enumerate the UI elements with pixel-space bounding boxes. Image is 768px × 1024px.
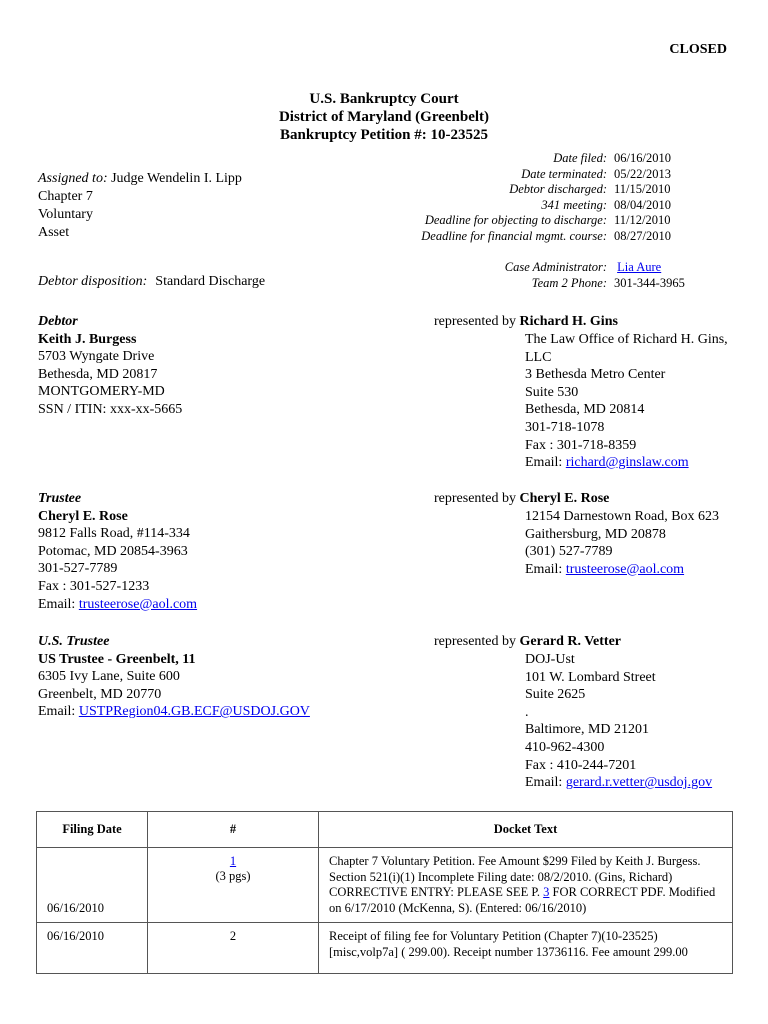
docket-number [148, 848, 319, 923]
table-row [37, 848, 733, 923]
email-link[interactable]: richard@ginslaw.com [565, 455, 689, 471]
trustee-attorney [525, 508, 735, 578]
docket-number: 2 [148, 923, 319, 974]
represented-by-label: represented by [434, 491, 517, 506]
fax: Fax : 301-718-8359 [525, 437, 637, 453]
assigned-judge: Judge Wendelin I. Lipp [111, 171, 242, 186]
date-row [400, 151, 730, 167]
court-header [0, 90, 768, 144]
case-status: CLOSED [669, 42, 727, 57]
represented-by-label: represented by [434, 634, 517, 649]
email-link[interactable]: USTPRegion04.GB.ECF@USDOJ.GOV [78, 704, 310, 720]
docket-text: Receipt of filing fee for Voluntary Petition (Chapter 7)(10-23525) [misc,volp7a] ( 299.00). Receipt number 13736116. Fee amount 299.00 [319, 923, 733, 974]
email-label: Email: [525, 455, 563, 471]
email-label: Email: [525, 561, 563, 577]
column-header: # [148, 812, 319, 848]
attorney-name: Richard H. Gins [519, 314, 618, 329]
phone: (301) 527-7789 [525, 544, 613, 560]
us-trustee-attorney [525, 651, 735, 792]
debtor-attorney [525, 331, 735, 472]
address-line: Bethesda, MD 20814 [525, 402, 645, 418]
phone-label: Team 2 Phone: [531, 275, 607, 290]
fax: Fax : 301-527-1233 [38, 578, 150, 594]
date-label: 341 meeting: [541, 197, 607, 212]
fax: Fax : 410-244-7201 [525, 757, 637, 773]
represented-by [434, 313, 618, 331]
date-row [400, 213, 730, 229]
column-header: Filing Date [37, 812, 148, 848]
party-name: Cheryl E. Rose [38, 508, 128, 524]
chapter: Chapter 7 [38, 189, 93, 204]
address-line: Suite 530 [525, 384, 579, 400]
assigned-label: Assigned to: [38, 171, 108, 186]
phone: 410-962-4300 [525, 739, 605, 755]
petition-type: Voluntary [38, 207, 93, 222]
filing-date: 06/16/2010 [37, 923, 148, 974]
email-label: Email: [38, 596, 76, 612]
address-line: Bethesda, MD 20817 [38, 366, 158, 382]
party-role: Debtor [38, 314, 78, 329]
email-link[interactable]: trusteerose@aol.com [565, 561, 685, 577]
attorney-name: Cheryl E. Rose [519, 491, 610, 506]
debtor-disposition [38, 274, 265, 290]
party-role: Trustee [38, 491, 82, 506]
trustee-block [38, 490, 197, 613]
attorney-firm: The Law Office of Richard H. Gins, LLC [525, 332, 728, 365]
date-value: 08/27/2010 [614, 228, 671, 243]
case-admin-label: Case Administrator: [504, 260, 607, 274]
date-label: Date terminated: [521, 166, 607, 181]
docket-table [36, 811, 733, 974]
address-line: . [525, 704, 529, 720]
address-line: 6305 Ivy Lane, Suite 600 [38, 669, 180, 685]
address-line: DOJ-Ust [525, 652, 575, 667]
date-value: 05/22/2013 [614, 166, 671, 181]
address-line: Baltimore, MD 21201 [525, 722, 650, 738]
debtor-block [38, 313, 182, 419]
phone: 301-527-7789 [38, 561, 118, 577]
represented-by-label: represented by [434, 314, 517, 329]
address-line: MONTGOMERY-MD [38, 384, 165, 400]
address-line: Suite 2625 [525, 687, 586, 703]
page-count: (3 pgs) [215, 869, 251, 883]
docket-number-link[interactable]: 1 [229, 854, 237, 868]
address-line: Greenbelt, MD 20770 [38, 686, 162, 702]
date-label: Deadline for financial mgmt. course: [421, 228, 607, 243]
address-line: 9812 Falls Road, #114-334 [38, 526, 190, 542]
table-header-row [37, 812, 733, 848]
address-line: Potomac, MD 20854-3963 [38, 543, 188, 559]
represented-by [434, 490, 609, 508]
case-info [38, 170, 242, 242]
date-value: 06/16/2010 [614, 151, 671, 165]
court-district: District of Maryland (Greenbelt) [278, 109, 490, 125]
filing-date: 06/16/2010 [37, 848, 148, 923]
date-row [400, 229, 730, 245]
date-label: Deadline for objecting to discharge: [424, 213, 607, 228]
party-name: US Trustee - Greenbelt, 11 [38, 651, 196, 667]
page-link[interactable]: 3 [543, 885, 550, 899]
case-admin-link[interactable]: Lia Aure [617, 260, 662, 274]
date-label: Date filed: [553, 151, 607, 165]
date-value: 11/15/2010 [614, 182, 671, 197]
date-value: 11/12/2010 [614, 213, 671, 228]
petition-number: Bankruptcy Petition #: 10-23525 [280, 127, 488, 143]
table-row [37, 923, 733, 974]
docket-text-part: Chapter 7 Voluntary Petition. Fee Amount $299 Filed by Keith J. Burgess. Section 521(i)(1) Incomplete Filing date: 08/2/2010. (Gins, Richard) CORRECTIVE ENTRY: PLEASE SEE P. [329, 854, 701, 899]
date-row [400, 198, 730, 214]
date-label: Debtor discharged: [509, 182, 607, 197]
case-dates [400, 151, 730, 245]
ssn: SSN / ITIN: xxx-xx-5665 [38, 401, 183, 417]
email-label: Email: [38, 704, 76, 720]
address-line: 3 Bethesda Metro Center [525, 367, 666, 383]
docket-text [319, 848, 733, 923]
email-link[interactable]: trusteerose@aol.com [78, 596, 198, 612]
docket-text-part: FOR CORRECT PDF. Modified on 6/17/2010 (McKenna, S). (Entered: 06/16/2010) [329, 885, 716, 915]
email-label: Email: [525, 775, 563, 791]
column-header: Docket Text [319, 812, 733, 848]
email-link[interactable]: gerard.r.vetter@usdoj.gov [565, 775, 713, 791]
court-name: U.S. Bankruptcy Court [309, 91, 459, 107]
date-value: 08/04/2010 [614, 197, 671, 212]
case-admin [400, 260, 730, 291]
date-row [400, 167, 730, 183]
disposition-label: Debtor disposition: [38, 274, 148, 289]
party-name: Keith J. Burgess [38, 331, 137, 347]
phone: 301-718-1078 [525, 419, 605, 435]
address-line: Gaithersburg, MD 20878 [525, 526, 666, 542]
us-trustee-block [38, 633, 310, 721]
address-line: 5703 Wyngate Drive [38, 349, 155, 365]
date-row [400, 182, 730, 198]
disposition-value: Standard Discharge [155, 274, 266, 289]
phone-value: 301-344-3965 [614, 275, 685, 290]
represented-by [434, 633, 621, 651]
address-line: 12154 Darnestown Road, Box 623 [525, 509, 720, 524]
attorney-name: Gerard R. Vetter [519, 634, 621, 649]
asset-status: Asset [38, 225, 70, 240]
party-role: U.S. Trustee [38, 634, 110, 649]
address-line: 101 W. Lombard Street [525, 669, 656, 685]
